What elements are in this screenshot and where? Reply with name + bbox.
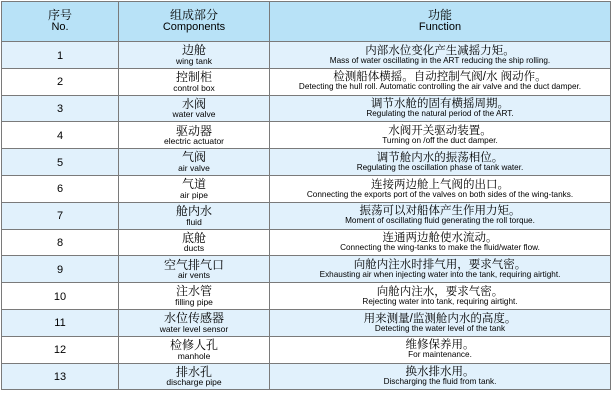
row-number-cell: [2, 283, 119, 310]
component-name-en: ducts: [183, 243, 205, 254]
component-name-en: discharge pipe: [166, 377, 222, 388]
component-name-zh: 边舱: [181, 43, 206, 58]
component-cell: [119, 283, 270, 310]
table-row: [2, 202, 611, 229]
header-no-zh: 序号: [47, 8, 72, 23]
component-name-zh: 排水孔: [175, 364, 212, 379]
row-number-cell: [2, 336, 119, 363]
function-en: Moment of oscillating fluid generating the roll torque.: [345, 216, 535, 226]
function-en: Exhausting air when injecting water into the tank, requiring airtight.: [319, 270, 561, 279]
table-row: [2, 122, 611, 149]
component-cell: [119, 256, 270, 283]
row-number-cell: [2, 202, 119, 229]
table-row: [2, 95, 611, 122]
table-row: [2, 256, 611, 283]
component-name-en: air vents: [177, 270, 211, 281]
function-cell: [270, 95, 611, 122]
component-name-zh: 空气排气口: [163, 257, 224, 272]
component-cell: [119, 149, 270, 176]
function-en: Rejecting water into tank, requiring airtight.: [362, 296, 518, 306]
function-zh: 用来测量/监测舱内水的高度。: [363, 312, 517, 325]
function-zh: 向舱内注水时排气用，要求气密。: [353, 258, 527, 271]
row-number: 4: [56, 129, 64, 142]
function-en: Connecting the wing-tanks to make the fluid/water flow.: [340, 243, 540, 253]
function-en: Detecting the hull roll. Automatic controlling the air valve and the duct damper.: [298, 82, 582, 92]
table-row: [2, 363, 611, 390]
header-no: [2, 2, 119, 42]
components-table: [1, 1, 611, 390]
header-components-zh: 组成部分: [169, 8, 218, 23]
component-name-en: water level sensor: [159, 323, 229, 334]
row-number-cell: [2, 149, 119, 176]
function-cell: [270, 309, 611, 336]
function-cell: [270, 256, 611, 283]
header-components-en: Components: [162, 21, 226, 34]
row-number-cell: [2, 256, 119, 283]
row-number: 13: [53, 371, 67, 384]
function-zh: 振荡可以对船体产生作用力矩。: [359, 205, 521, 218]
header-row: [2, 2, 611, 42]
header-components: [119, 2, 270, 42]
component-name-zh: 气阀: [181, 150, 206, 165]
component-cell: [119, 363, 270, 390]
function-zh: 内部水位变化产生减摇力矩。: [365, 44, 515, 57]
component-cell: [119, 42, 270, 69]
function-cell: [270, 68, 611, 95]
row-number: 9: [56, 263, 64, 276]
function-en: Mass of water oscillating in the ART reducing the ship rolling.: [329, 55, 551, 65]
function-cell: [270, 42, 611, 69]
component-name-zh: 控制柜: [175, 69, 212, 84]
component-name-en: electric actuator: [164, 136, 224, 147]
table-row: [2, 229, 611, 256]
function-en: Regulating the oscillation phase of tank water.: [356, 162, 524, 172]
header-no-en: No.: [51, 21, 69, 34]
row-number-cell: [2, 175, 119, 202]
function-cell: [270, 363, 611, 390]
function-en: Detecting the water level of the tank: [374, 323, 506, 333]
component-name-en: air valve: [178, 162, 210, 173]
function-zh: 调节舱内水的振荡相位。: [376, 151, 504, 164]
header-function: [270, 2, 611, 42]
component-cell: [119, 309, 270, 336]
component-name-zh: 底舱: [181, 230, 206, 245]
component-cell: [119, 68, 270, 95]
function-en: Connecting the exports port of the valves on both sides of the wing-tanks.: [306, 189, 574, 199]
component-cell: [119, 229, 270, 256]
header-function-zh: 功能: [427, 8, 452, 23]
row-number-cell: [2, 68, 119, 95]
row-number-cell: [2, 229, 119, 256]
function-cell: [270, 336, 611, 363]
component-name-zh: 水位传感器: [163, 311, 224, 326]
function-cell: [270, 122, 611, 149]
function-zh: 换水排水用。: [405, 366, 475, 379]
row-number-cell: [2, 95, 119, 122]
component-cell: [119, 95, 270, 122]
table-row: [2, 42, 611, 69]
function-zh: 检测船体横摇。自动控制气阀/水 阀动作。: [333, 71, 547, 84]
component-name-en: filling pipe: [175, 296, 213, 307]
function-en: For maintenance.: [408, 350, 472, 360]
function-en: Regulating the natural period of the ART.: [366, 109, 514, 119]
row-number-cell: [2, 122, 119, 149]
component-name-zh: 检修人孔: [169, 337, 218, 352]
component-cell: [119, 175, 270, 202]
function-cell: [270, 283, 611, 310]
table-row: [2, 309, 611, 336]
table-body: [2, 42, 611, 390]
row-number-cell: [2, 309, 119, 336]
component-name-en: air pipe: [180, 189, 208, 200]
table-row: [2, 175, 611, 202]
function-zh: 向舱内注水，要求气密。: [376, 285, 504, 298]
component-name-en: manhole: [177, 350, 211, 361]
row-number: 12: [53, 344, 67, 357]
function-cell: [270, 149, 611, 176]
row-number-cell: [2, 42, 119, 69]
row-number: 10: [53, 290, 67, 303]
component-name-zh: 舱内水: [175, 203, 212, 218]
row-number: 3: [56, 103, 64, 116]
component-name-en: fluid: [186, 216, 202, 227]
row-number: 6: [56, 183, 64, 196]
row-number: 2: [56, 76, 64, 89]
component-name-en: wing tank: [176, 55, 212, 66]
component-name-zh: 驱动器: [175, 123, 212, 138]
component-name-zh: 注水管: [175, 284, 212, 299]
function-en: Turning on /off the duct damper.: [382, 136, 498, 146]
component-name-en: control box: [173, 82, 215, 93]
row-number: 8: [56, 237, 64, 250]
table-row: [2, 149, 611, 176]
component-name-en: water valve: [172, 109, 216, 120]
row-number: 1: [56, 49, 64, 62]
function-zh: 水阀开关驱动装置。: [388, 124, 492, 137]
component-cell: [119, 122, 270, 149]
function-cell: [270, 202, 611, 229]
table-row: [2, 283, 611, 310]
component-cell: [119, 336, 270, 363]
row-number: 11: [54, 317, 66, 330]
function-zh: 调节水舱的固有横摇周期。: [371, 98, 509, 111]
row-number: 7: [56, 210, 64, 223]
row-number-cell: [2, 363, 119, 390]
function-cell: [270, 229, 611, 256]
function-cell: [270, 175, 611, 202]
component-cell: [119, 202, 270, 229]
component-name-zh: 水阀: [181, 96, 206, 111]
function-zh: 连通两边舱使水流动。: [382, 232, 498, 245]
table-row: [2, 336, 611, 363]
function-zh: 维修保养用。: [405, 339, 475, 352]
header-function-en: Function: [418, 21, 462, 34]
function-zh: 连接两边舱上气阀的出口。: [371, 178, 509, 191]
function-en: Discharging the fluid from tank.: [383, 377, 497, 387]
row-number: 5: [56, 156, 64, 169]
table-row: [2, 68, 611, 95]
component-name-zh: 气道: [181, 177, 206, 192]
